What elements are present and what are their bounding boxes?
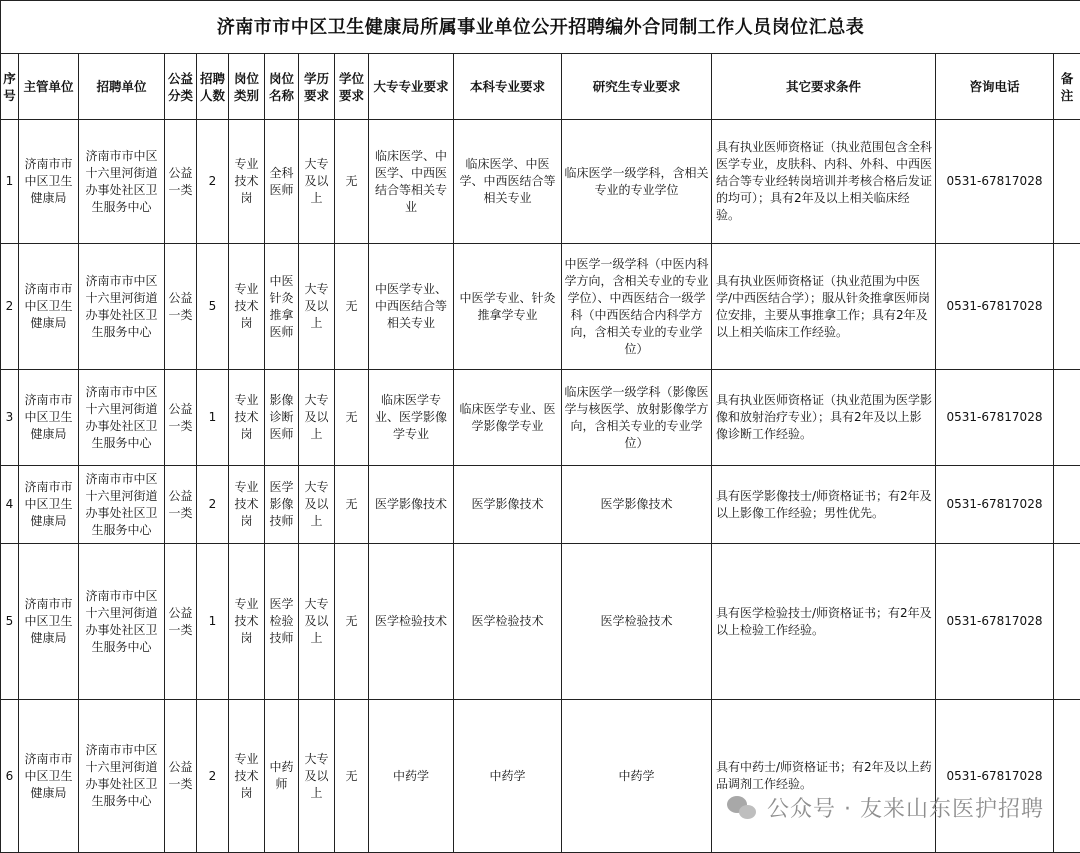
cell-phone: 0531-67817028 bbox=[936, 120, 1054, 244]
cell-note bbox=[1054, 700, 1080, 853]
cell-welfare: 公益一类 bbox=[165, 544, 197, 700]
cell-category: 专业技术岗 bbox=[229, 370, 265, 466]
cell-seq: 4 bbox=[1, 466, 19, 544]
header-count: 招聘人数 bbox=[197, 54, 229, 120]
cell-bachelor: 医学检验技术 bbox=[454, 544, 562, 700]
cell-bachelor: 医学影像技术 bbox=[454, 466, 562, 544]
cell-degree: 无 bbox=[335, 700, 369, 853]
cell-phone: 0531-67817028 bbox=[936, 370, 1054, 466]
cell-welfare: 公益一类 bbox=[165, 700, 197, 853]
cell-college: 临床医学、中医学、中西医结合等相关专业 bbox=[369, 120, 454, 244]
cell-edu: 大专及以上 bbox=[299, 466, 335, 544]
cell-graduate: 医学检验技术 bbox=[562, 544, 712, 700]
header-graduate: 研究生专业要求 bbox=[562, 54, 712, 120]
cell-college: 临床医学专业、医学影像学专业 bbox=[369, 370, 454, 466]
table-row bbox=[1, 370, 1080, 466]
cell-degree: 无 bbox=[335, 244, 369, 370]
cell-bachelor: 临床医学专业、医学影像学专业 bbox=[454, 370, 562, 466]
cell-phone: 0531-67817028 bbox=[936, 700, 1054, 853]
cell-other: 具有中药士/师资格证书；有2年及以上药品调剂工作经验。 bbox=[712, 700, 936, 853]
header-welfare: 公益分类 bbox=[165, 54, 197, 120]
cell-dept: 济南市市中区卫生健康局 bbox=[19, 120, 79, 244]
cell-edu: 大专及以上 bbox=[299, 244, 335, 370]
cell-post: 中医针灸推拿医师 bbox=[265, 244, 299, 370]
cell-post: 全科医师 bbox=[265, 120, 299, 244]
cell-college: 中医学专业、中西医结合等相关专业 bbox=[369, 244, 454, 370]
cell-degree: 无 bbox=[335, 120, 369, 244]
header-dept: 主管单位 bbox=[19, 54, 79, 120]
table-row bbox=[1, 120, 1080, 244]
table-row bbox=[1, 700, 1080, 853]
cell-category: 专业技术岗 bbox=[229, 466, 265, 544]
cell-college: 医学影像技术 bbox=[369, 466, 454, 544]
cell-bachelor: 临床医学、中医学、中西医结合等相关专业 bbox=[454, 120, 562, 244]
cell-note bbox=[1054, 544, 1080, 700]
header-note: 备注 bbox=[1054, 54, 1080, 120]
cell-note bbox=[1054, 466, 1080, 544]
cell-category: 专业技术岗 bbox=[229, 700, 265, 853]
table-title: 济南市市中区卫生健康局所属事业单位公开招聘编外合同制工作人员岗位汇总表 bbox=[1, 1, 1080, 54]
cell-dept: 济南市市中区卫生健康局 bbox=[19, 544, 79, 700]
cell-welfare: 公益一类 bbox=[165, 244, 197, 370]
cell-other: 具有医学检验技士/师资格证书；有2年及以上检验工作经验。 bbox=[712, 544, 936, 700]
cell-phone: 0531-67817028 bbox=[936, 244, 1054, 370]
cell-seq: 1 bbox=[1, 120, 19, 244]
cell-unit: 济南市市中区十六里河街道办事处社区卫生服务中心 bbox=[79, 120, 165, 244]
cell-bachelor: 中医学专业、针灸推拿学专业 bbox=[454, 244, 562, 370]
cell-welfare: 公益一类 bbox=[165, 466, 197, 544]
header-degree: 学位要求 bbox=[335, 54, 369, 120]
cell-edu: 大专及以上 bbox=[299, 700, 335, 853]
cell-welfare: 公益一类 bbox=[165, 370, 197, 466]
header-college: 大专专业要求 bbox=[369, 54, 454, 120]
cell-seq: 3 bbox=[1, 370, 19, 466]
cell-dept: 济南市市中区卫生健康局 bbox=[19, 700, 79, 853]
cell-graduate: 中医学一级学科（中医内科学方向，含相关专业的专业学位）、中西医结合一级学科（中西医结合内科学方向，含相关专业的专业学位） bbox=[562, 244, 712, 370]
cell-graduate: 临床医学一级学科，含相关专业的专业学位 bbox=[562, 120, 712, 244]
header-category: 岗位类别 bbox=[229, 54, 265, 120]
watermark-text: 公众号 · 友来山东医护招聘 bbox=[767, 797, 1044, 822]
cell-post: 医学影像技师 bbox=[265, 466, 299, 544]
cell-bachelor: 中药学 bbox=[454, 700, 562, 853]
cell-edu: 大专及以上 bbox=[299, 544, 335, 700]
table-row bbox=[1, 244, 1080, 370]
cell-edu: 大专及以上 bbox=[299, 120, 335, 244]
header-seq: 序号 bbox=[1, 54, 19, 120]
cell-seq: 2 bbox=[1, 244, 19, 370]
header-phone: 咨询电话 bbox=[936, 54, 1054, 120]
cell-count: 5 bbox=[197, 244, 229, 370]
cell-other: 具有执业医师资格证（执业范围为医学影像和放射治疗专业）；具有2年及以上影像诊断工作经验。 bbox=[712, 370, 936, 466]
cell-dept: 济南市市中区卫生健康局 bbox=[19, 370, 79, 466]
cell-category: 专业技术岗 bbox=[229, 244, 265, 370]
cell-welfare: 公益一类 bbox=[165, 120, 197, 244]
header-bachelor: 本科专业要求 bbox=[454, 54, 562, 120]
header-post: 岗位名称 bbox=[265, 54, 299, 120]
cell-unit: 济南市市中区十六里河街道办事处社区卫生服务中心 bbox=[79, 466, 165, 544]
cell-count: 2 bbox=[197, 700, 229, 853]
wechat-icon bbox=[727, 796, 757, 820]
cell-college: 医学检验技术 bbox=[369, 544, 454, 700]
cell-count: 1 bbox=[197, 544, 229, 700]
header-unit: 招聘单位 bbox=[79, 54, 165, 120]
cell-count: 2 bbox=[197, 466, 229, 544]
cell-phone: 0531-67817028 bbox=[936, 544, 1054, 700]
cell-graduate: 临床医学一级学科（影像医学与核医学、放射影像学方向，含相关专业的专业学位） bbox=[562, 370, 712, 466]
cell-unit: 济南市市中区十六里河街道办事处社区卫生服务中心 bbox=[79, 700, 165, 853]
header-edu: 学历要求 bbox=[299, 54, 335, 120]
cell-graduate: 中药学 bbox=[562, 700, 712, 853]
table-row bbox=[1, 544, 1080, 700]
cell-edu: 大专及以上 bbox=[299, 370, 335, 466]
cell-count: 2 bbox=[197, 120, 229, 244]
cell-unit: 济南市市中区十六里河街道办事处社区卫生服务中心 bbox=[79, 544, 165, 700]
cell-post: 影像诊断医师 bbox=[265, 370, 299, 466]
cell-seq: 6 bbox=[1, 700, 19, 853]
cell-degree: 无 bbox=[335, 466, 369, 544]
cell-dept: 济南市市中区卫生健康局 bbox=[19, 466, 79, 544]
cell-note bbox=[1054, 370, 1080, 466]
watermark bbox=[727, 792, 1044, 823]
cell-count: 1 bbox=[197, 370, 229, 466]
header-row bbox=[1, 54, 1080, 120]
cell-phone: 0531-67817028 bbox=[936, 466, 1054, 544]
cell-dept: 济南市市中区卫生健康局 bbox=[19, 244, 79, 370]
header-other: 其它要求条件 bbox=[712, 54, 936, 120]
cell-category: 专业技术岗 bbox=[229, 120, 265, 244]
cell-note bbox=[1054, 120, 1080, 244]
table-row bbox=[1, 466, 1080, 544]
cell-seq: 5 bbox=[1, 544, 19, 700]
cell-other: 具有执业医师资格证（执业范围为中医学/中西医结合学）；服从针灸推拿医师岗位安排，主要从事推拿工作；具有2年及以上相关临床工作经验。 bbox=[712, 244, 936, 370]
cell-category: 专业技术岗 bbox=[229, 544, 265, 700]
cell-graduate: 医学影像技术 bbox=[562, 466, 712, 544]
cell-post: 医学检验技师 bbox=[265, 544, 299, 700]
cell-degree: 无 bbox=[335, 370, 369, 466]
cell-post: 中药师 bbox=[265, 700, 299, 853]
cell-unit: 济南市市中区十六里河街道办事处社区卫生服务中心 bbox=[79, 370, 165, 466]
cell-other: 具有执业医师资格证（执业范围包含全科医学专业，皮肤科、内科、外科、中西医结合等专业经转岗培训并考核合格后发证的均可）；具有2年及以上相关临床经验。 bbox=[712, 120, 936, 244]
cell-degree: 无 bbox=[335, 544, 369, 700]
cell-college: 中药学 bbox=[369, 700, 454, 853]
cell-other: 具有医学影像技士/师资格证书；有2年及以上影像工作经验；男性优先。 bbox=[712, 466, 936, 544]
cell-note bbox=[1054, 244, 1080, 370]
cell-unit: 济南市市中区十六里河街道办事处社区卫生服务中心 bbox=[79, 244, 165, 370]
